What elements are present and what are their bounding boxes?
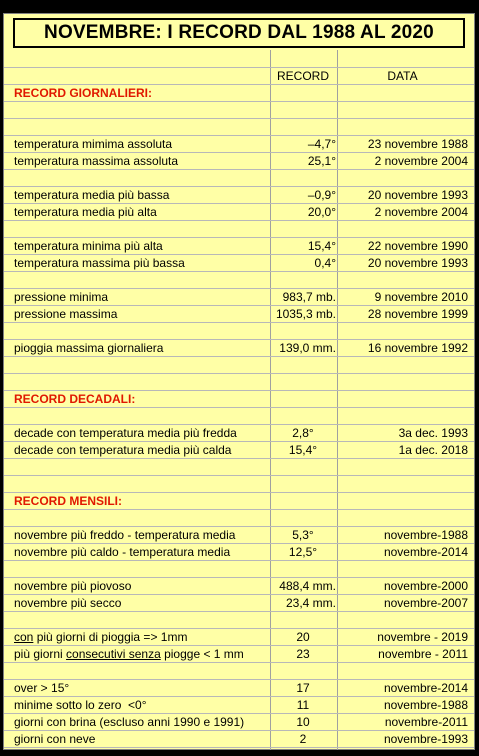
row-date: 1a dec. 2018 (398, 443, 468, 457)
row-value: 488,4 mm. (279, 579, 336, 593)
table-row (4, 119, 474, 136)
row-value: 983,7 mb. (282, 290, 336, 304)
row-date: novembre-2007 (383, 596, 468, 610)
row-label: giorni con brina (escluso anni 1990 e 1991) (14, 715, 245, 729)
header-record: RECORD (276, 69, 329, 83)
row-label: temperatura media più bassa (14, 188, 170, 202)
table-row (4, 731, 474, 748)
section-row (4, 391, 474, 408)
row-date: novembre-1988 (383, 698, 468, 712)
row-label: novembre più secco (14, 596, 122, 610)
row-label: minime sotto lo zero <0° (14, 698, 147, 712)
table-row (4, 680, 474, 697)
table-row (4, 272, 474, 289)
row-date: novembre-1993 (383, 732, 468, 746)
row-value: 15,4° (288, 443, 318, 457)
row-date: 22 novembre 1990 (367, 239, 468, 253)
row-date: novembre-2014 (383, 681, 468, 695)
row-value: 2 (299, 732, 307, 746)
table-row (4, 323, 474, 340)
table-row (4, 357, 474, 374)
row-value: 1035,3 mb. (275, 307, 336, 321)
row-label: pressione massima (14, 307, 118, 321)
table-row (4, 663, 474, 680)
row-label: novembre più caldo - temperatura media (14, 545, 231, 559)
table-row (4, 714, 474, 731)
row-value: 139,0 mm. (279, 341, 336, 355)
row-date: 20 novembre 1993 (367, 188, 468, 202)
table-row (4, 544, 474, 561)
label-text: più giorni (14, 647, 67, 661)
table-row (4, 255, 474, 272)
row-label: novembre più freddo - temperatura media (14, 528, 236, 542)
table-row (4, 289, 474, 306)
row-date: 23 novembre 1988 (367, 137, 468, 151)
row-date: novembre - 2019 (377, 630, 468, 644)
table-row (4, 646, 474, 663)
row-label: pioggia massima giornaliera (14, 341, 164, 355)
row-value: 15,4° (307, 239, 336, 253)
records-sheet (3, 13, 475, 750)
table-row (4, 442, 474, 459)
row-label: temperatura massima assoluta (14, 154, 179, 168)
table-row (4, 578, 474, 595)
table-row (4, 68, 474, 85)
section-mensili: RECORD MENSILI: (14, 494, 122, 508)
row-date: novembre-1988 (383, 528, 468, 542)
table-row (4, 459, 474, 476)
row-label: over > 15° (14, 681, 70, 695)
table-row (4, 408, 474, 425)
table-row (4, 306, 474, 323)
row-value: 11 (296, 698, 310, 712)
label-text: piogge < 1 mm (160, 647, 244, 661)
header-data: DATA (387, 69, 418, 83)
section-row (4, 85, 474, 102)
row-date: novembre-2011 (384, 715, 468, 729)
row-date: 28 novembre 1999 (367, 307, 468, 321)
row-label: pressione minima (14, 290, 109, 304)
row-value: –0,9° (307, 188, 336, 202)
section-row (4, 493, 474, 510)
table-row (4, 238, 474, 255)
table-row (4, 187, 474, 204)
table-row (4, 697, 474, 714)
label-text: più giorni di pioggia => 1mm (33, 630, 188, 644)
table-row (4, 102, 474, 119)
underlined-text: con (14, 630, 34, 644)
row-label (14, 646, 270, 662)
row-date: novembre-2014 (383, 545, 468, 559)
row-value: 20,0° (307, 205, 336, 219)
row-value: 10 (296, 715, 310, 729)
row-date: 16 novembre 1992 (367, 341, 468, 355)
row-value: 12,5° (288, 545, 318, 559)
row-date: 2 novembre 2004 (374, 154, 468, 168)
table-row (4, 153, 474, 170)
row-label: decade con temperatura media più fredda (14, 426, 237, 440)
table-row (4, 221, 474, 238)
row-value: 17 (296, 681, 310, 695)
table-row (4, 612, 474, 629)
row-date: 20 novembre 1993 (367, 256, 468, 270)
row-label: temperatura massima più bassa (14, 256, 185, 270)
section-decadali: RECORD DECADALI: (14, 392, 136, 406)
row-date: 2 novembre 2004 (374, 205, 468, 219)
table-row (4, 425, 474, 442)
table-row (4, 374, 474, 391)
table-row (4, 595, 474, 612)
underlined-text: consecutivi senza (66, 647, 161, 661)
table-row (4, 527, 474, 544)
row-value: 23,4 mm. (285, 596, 336, 610)
row-label: decade con temperatura media più calda (14, 443, 232, 457)
records-table (4, 51, 474, 748)
table-row (4, 136, 474, 153)
row-value: 5,3° (292, 528, 314, 542)
row-label: giorni con neve (14, 732, 96, 746)
table-row (4, 51, 474, 68)
row-value: 25,1° (307, 154, 336, 168)
row-label: temperatura media più alta (14, 205, 157, 219)
row-label: novembre più piovoso (14, 579, 132, 593)
row-value: –4,7° (307, 137, 336, 151)
row-value: 0,4° (314, 256, 336, 270)
table-row (4, 204, 474, 221)
row-label (14, 629, 270, 645)
table-row (4, 476, 474, 493)
table-row (4, 510, 474, 527)
row-label: temperatura mimima assoluta (14, 137, 173, 151)
page-title: NOVEMBRE: I RECORD DAL 1988 AL 2020 (13, 18, 465, 48)
table-row (4, 340, 474, 357)
row-date: novembre-2000 (383, 579, 468, 593)
row-value: 20 (296, 630, 310, 644)
row-label: temperatura minima più alta (14, 239, 163, 253)
section-giornalieri: RECORD GIORNALIERI: (14, 86, 152, 100)
row-date: 9 novembre 2010 (374, 290, 468, 304)
row-value: 2,8° (292, 426, 314, 440)
table-row (4, 170, 474, 187)
table-row (4, 561, 474, 578)
table-row (4, 629, 474, 646)
row-date: novembre - 2011 (378, 647, 468, 661)
row-value: 23 (296, 647, 310, 661)
row-date: 3a dec. 1993 (398, 426, 468, 440)
